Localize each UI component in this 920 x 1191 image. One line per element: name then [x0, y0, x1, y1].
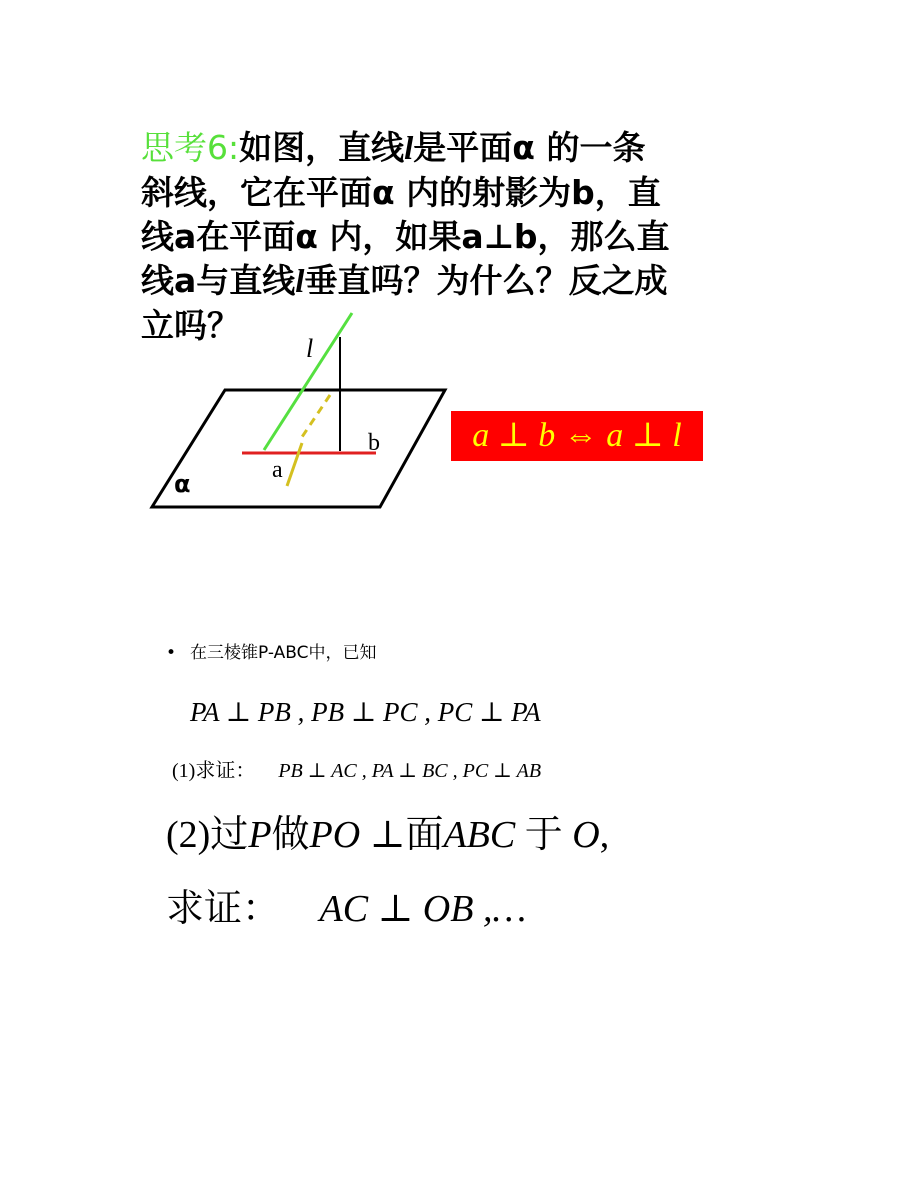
hidden-line-l — [302, 395, 330, 437]
problem-intro-text: 在三棱锥P-ABC中，已知 — [190, 643, 377, 663]
part-3-text: AC ⊥ OB ,… — [319, 888, 527, 930]
question-line-4 — [141, 259, 741, 304]
part-2-d: 于 — [524, 814, 563, 856]
part-3-label: 求证： — [166, 888, 281, 930]
question-line-4-a: 线a与直线 — [141, 261, 296, 300]
label-b: b — [368, 430, 380, 456]
part-1 — [172, 754, 541, 783]
part-2-abc: ABC — [443, 814, 516, 856]
given-text: PA ⊥ PB , PB ⊥ PC , PC ⊥ PA — [190, 697, 541, 727]
question-line-1 — [141, 126, 741, 171]
equivalence-badge: a ⊥ b ⇔ a ⊥ l — [451, 411, 703, 461]
question-label: 思考6: — [141, 128, 240, 167]
question-line-1-b: 是平面α 的一条 — [413, 128, 646, 167]
label-a: a — [272, 457, 283, 483]
question-line-1-a: 如图，直线 — [239, 128, 405, 167]
part-2-b: 做 — [271, 814, 310, 856]
problem-intro — [166, 638, 377, 663]
bullet-dot: • — [166, 643, 177, 663]
given-conditions — [190, 697, 541, 728]
part-2-o: O — [572, 814, 600, 856]
part-2-po: PO ⊥ — [309, 814, 406, 856]
question-line-3: 线a在平面α 内，如果a⊥b，那么直 — [141, 217, 670, 256]
part-2-c: 面 — [405, 814, 444, 856]
question-line-4-b: 垂直吗？为什么？反之成 — [304, 261, 668, 300]
part-2-p: P — [248, 814, 272, 856]
question-var-l: l — [404, 131, 414, 167]
part-2-e: , — [599, 814, 610, 856]
question-line-5: 立吗？ — [141, 306, 240, 345]
part-1-text: PB ⊥ AC , PA ⊥ BC , PC ⊥ AB — [278, 760, 542, 782]
label-l: l — [306, 334, 314, 363]
line-a — [287, 443, 302, 486]
part-3 — [166, 877, 526, 932]
part-2 — [166, 803, 609, 858]
plane-figure — [140, 305, 460, 520]
part-2-a: (2)过 — [166, 814, 249, 856]
question-var-l-2: l — [295, 264, 305, 300]
question-line-2: 斜线，它在平面α 内的射影为b，直 — [141, 173, 661, 212]
label-alpha: α — [174, 470, 191, 498]
part-1-label: (1)求证： — [172, 760, 256, 782]
